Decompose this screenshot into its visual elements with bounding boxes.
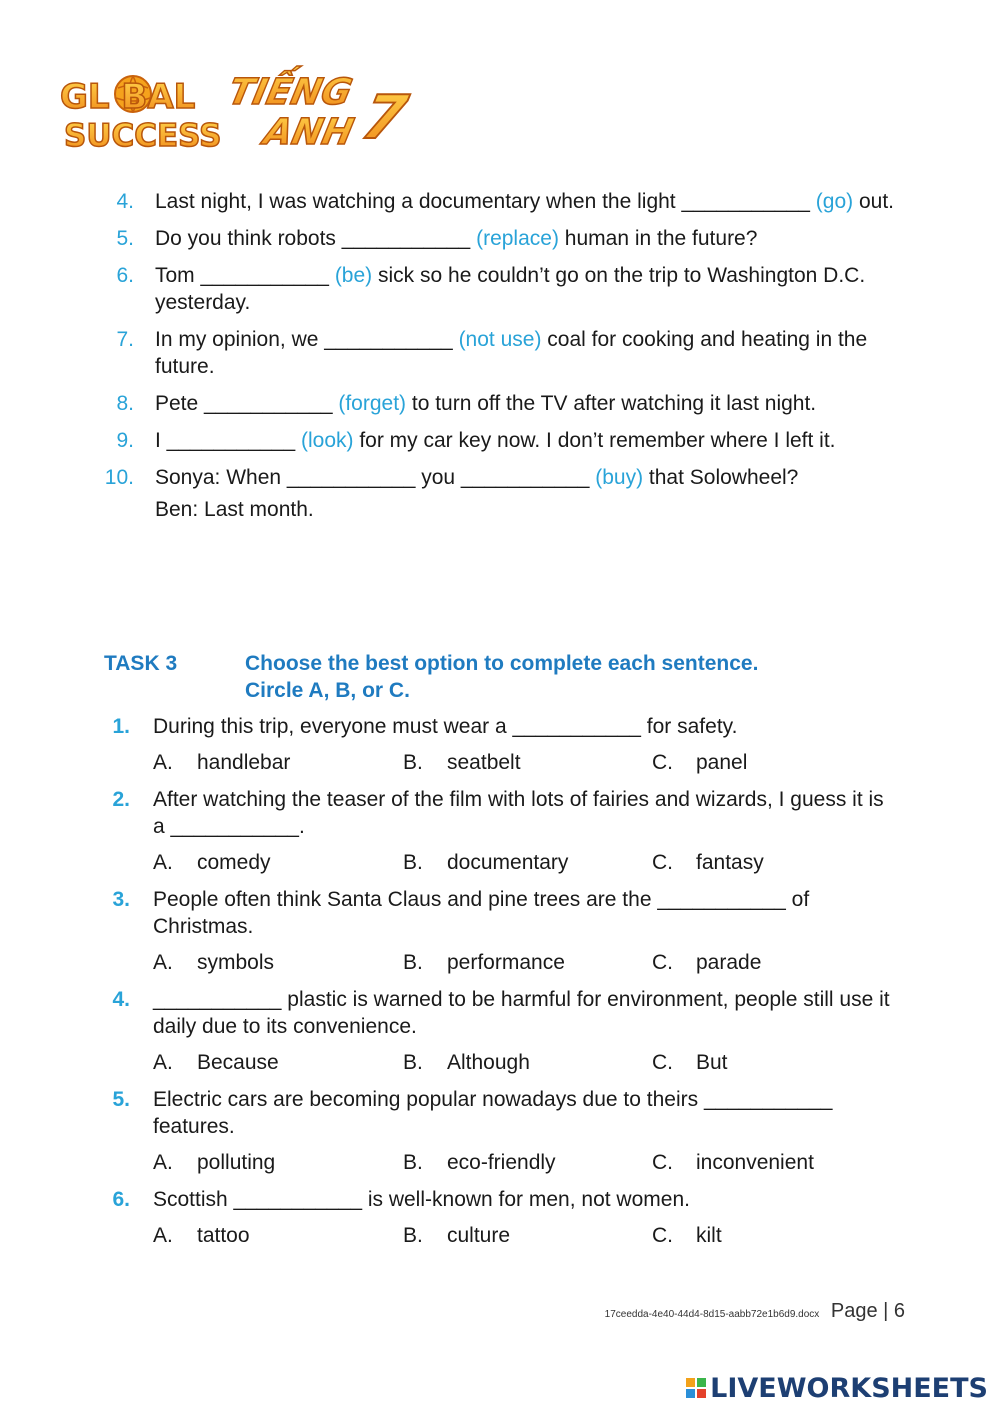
question-number: 4.	[112, 988, 130, 1011]
exercise-item	[0, 225, 1000, 252]
item-sentence: Pete ___________ (forget) to turn off the TV after watching it last night.	[155, 392, 817, 415]
question	[0, 1086, 1000, 1140]
task-label: TASK 3	[104, 652, 178, 675]
option-a[interactable]: A. polluting	[153, 1151, 276, 1174]
exercise-item	[0, 188, 1000, 215]
option-b[interactable]: B. eco-friendly	[403, 1151, 556, 1174]
global-success-tieng-anh-7-logo	[58, 60, 438, 160]
exercise-item	[0, 464, 1000, 523]
item-sentence: Sonya: When ___________ you ___________ (buy) that Solowheel?	[155, 466, 799, 489]
dialogue-answer: Ben: Last month.	[155, 498, 314, 521]
verb-form-exercise	[0, 188, 1000, 533]
verb-hint: (replace)	[476, 227, 559, 250]
option-a[interactable]: A. tattoo	[153, 1224, 250, 1247]
question-text: After watching the teaser of the film with lots of fairies and wizards, I guess it is a ___________.	[153, 788, 884, 838]
verb-hint: (look)	[300, 429, 354, 452]
liveworksheets-watermark	[686, 1372, 988, 1404]
item-sentence: In my opinion, we ___________ (not use) coal for cooking and heating in the future.	[155, 328, 868, 378]
option-c[interactable]: C. fantasy	[652, 851, 764, 874]
option-row	[0, 749, 1000, 776]
liveworksheets-logo-icon	[686, 1378, 706, 1398]
question	[0, 713, 1000, 740]
liveworksheets-wordmark: LIVEWORKSHEETS	[710, 1372, 988, 1404]
option-a[interactable]: A. comedy	[153, 851, 271, 874]
item-number: 6.	[116, 264, 134, 287]
task-3-heading	[104, 650, 964, 704]
item-number: 4.	[116, 190, 134, 213]
option-b[interactable]: B. culture	[403, 1224, 511, 1247]
option-row	[0, 1049, 1000, 1076]
task-title-line-1: Choose the best option to complete each sentence.	[245, 652, 759, 675]
option-row	[0, 949, 1000, 976]
verb-hint: (go)	[815, 190, 854, 213]
item-number: 5.	[116, 227, 134, 250]
option-b[interactable]: B. seatbelt	[403, 751, 521, 774]
exercise-item	[0, 427, 1000, 454]
question-text: Scottish ___________ is well-known for men, not women.	[153, 1188, 690, 1211]
option-c[interactable]: C. parade	[652, 951, 762, 974]
option-c[interactable]: C. kilt	[652, 1224, 722, 1247]
logo-line-global: GL BAL	[60, 77, 196, 117]
verb-hint: (forget)	[338, 392, 407, 415]
question	[0, 786, 1000, 840]
option-row	[0, 1222, 1000, 1249]
verb-hint: (be)	[334, 264, 373, 287]
item-number: 10.	[104, 466, 134, 489]
option-row	[0, 1149, 1000, 1176]
item-number: 7.	[116, 328, 134, 351]
option-c[interactable]: C. panel	[652, 751, 748, 774]
question	[0, 986, 1000, 1040]
verb-hint: (not use)	[458, 328, 542, 351]
question-number: 1.	[112, 715, 130, 738]
item-sentence: I ___________ (look) for my car key now. I don’t remember where I left it.	[155, 429, 836, 452]
option-b[interactable]: B. performance	[403, 951, 565, 974]
verb-hint: (buy)	[595, 466, 644, 489]
question-number: 6.	[112, 1188, 130, 1211]
option-row	[0, 849, 1000, 876]
option-a[interactable]: A. Because	[153, 1051, 279, 1074]
document-filename: 17ceedda-4e40-44d4-8d15-aabb72e1b6d9.docx	[604, 1309, 820, 1320]
option-b[interactable]: B. documentary	[403, 851, 569, 874]
exercise-item	[0, 326, 1000, 380]
question-number: 5.	[112, 1088, 130, 1111]
item-sentence: Last night, I was watching a documentary when the light ___________ (go) out.	[155, 190, 895, 213]
option-c[interactable]: C. inconvenient	[652, 1151, 814, 1174]
item-number: 8.	[116, 392, 134, 415]
question-text: ___________ plastic is warned to be harmful for environment, people still use it daily due to its convenience.	[153, 988, 890, 1038]
item-number: 9.	[116, 429, 134, 452]
logo-line-success: SUCCESS	[64, 118, 222, 154]
question-text: People often think Santa Claus and pine trees are the ___________ of Christmas.	[153, 888, 810, 938]
multiple-choice-list	[0, 713, 1000, 1259]
option-a[interactable]: A. handlebar	[153, 751, 291, 774]
logo-grade: 7	[356, 83, 413, 153]
page-number: Page | 6	[830, 1300, 905, 1322]
task-title-line-2: Circle A, B, or C.	[245, 679, 410, 702]
exercise-item	[0, 390, 1000, 417]
question	[0, 1186, 1000, 1213]
question-number: 2.	[112, 788, 130, 811]
option-a[interactable]: A. symbols	[153, 951, 275, 974]
item-sentence: Do you think robots ___________ (replace) human in the future?	[155, 227, 758, 250]
question-number: 3.	[112, 888, 130, 911]
logo-line-tieng: TIẾNG	[224, 70, 356, 113]
item-sentence: Tom ___________ (be) sick so he couldn’t go on the trip to Washington D.C. yesterday.	[155, 264, 866, 314]
question-text: Electric cars are becoming popular nowadays due to theirs ___________ features.	[153, 1088, 833, 1138]
exercise-item	[0, 262, 1000, 316]
question	[0, 886, 1000, 940]
option-c[interactable]: C. But	[652, 1051, 728, 1074]
option-b[interactable]: B. Although	[403, 1051, 530, 1074]
logo-line-anh: ANH	[260, 110, 358, 153]
page-footer	[605, 1300, 905, 1323]
question-text: During this trip, everyone must wear a ___________ for safety.	[153, 715, 738, 738]
